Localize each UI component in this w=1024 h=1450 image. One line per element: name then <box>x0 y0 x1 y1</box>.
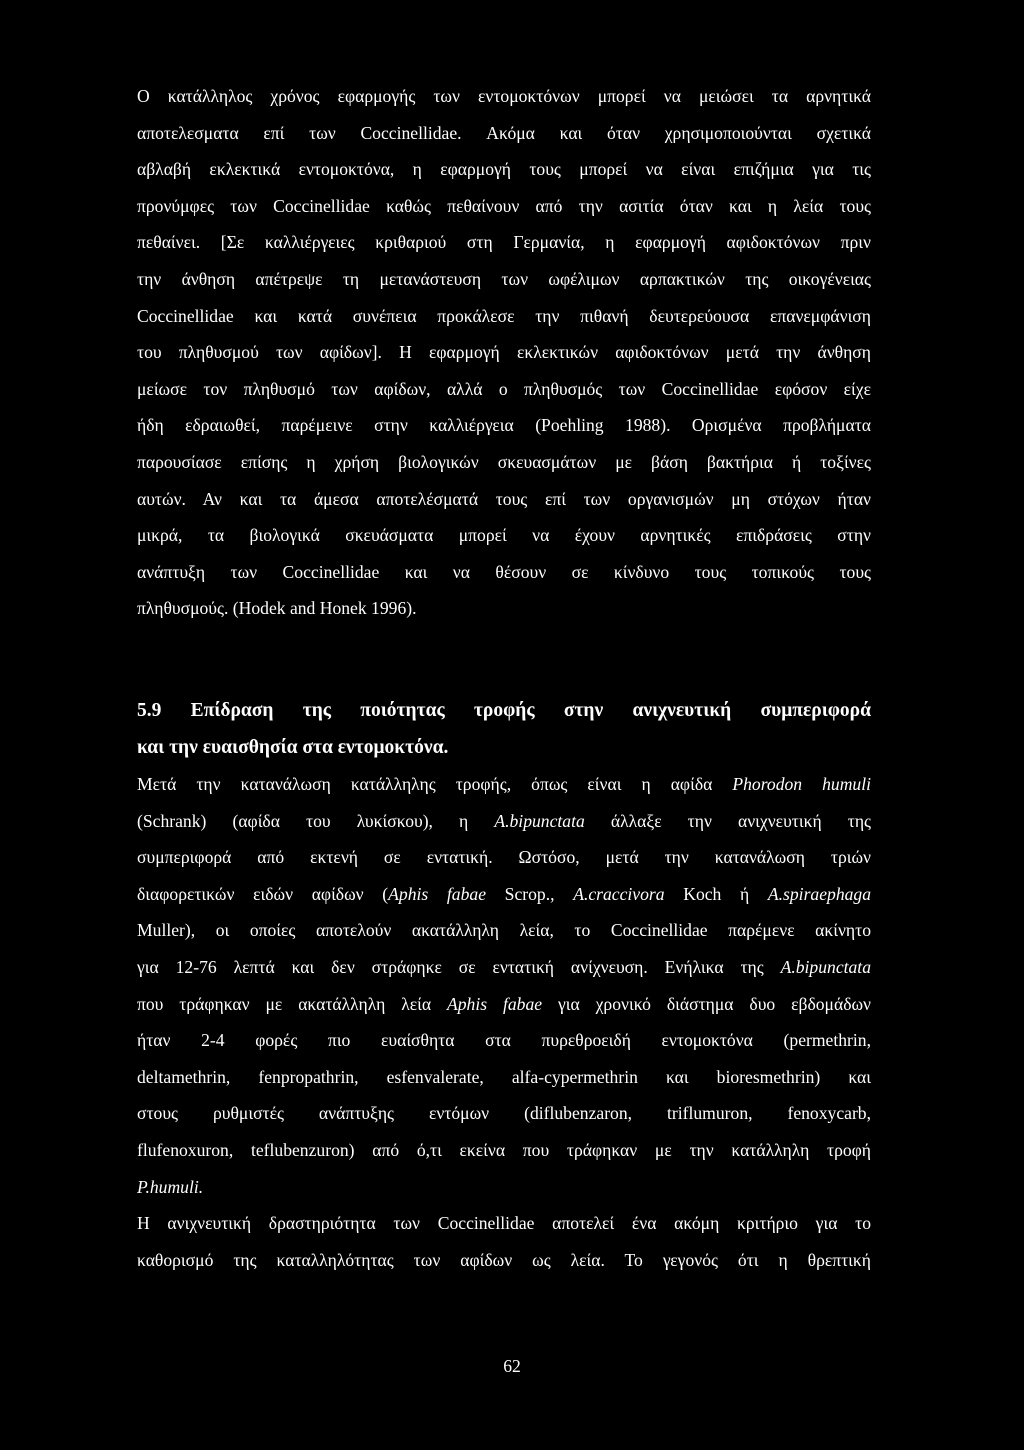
text-line: συμπεριφορά από εκτενή σε εντατική. Ωστόσο, μετά την κατανάλωση τριών <box>137 847 871 868</box>
paragraph-2 <box>137 766 871 1205</box>
text-run: (Schrank) (αφίδα του λυκίσκου), η <box>137 810 495 831</box>
text-line: ήδη εδραιωθεί, παρέμεινε στην καλλιέργεια (Poehling 1988). Ορισμένα προβλήματα <box>137 415 871 436</box>
species-name: A.bipunctata <box>780 957 871 978</box>
text-line: αβλαβή εκλεκτικά εντομοκτόνα, η εφαρμογή τους μπορεί να είναι επιζήμια για τις <box>137 159 871 180</box>
species-name: Phorodon humuli <box>732 774 871 795</box>
text-line: Η ανιχνευτική δραστηριότητα των Coccinellidae αποτελεί ένα ακόμη κριτήριο για το <box>137 1213 871 1234</box>
text-line: flufenoxuron, teflubenzuron) από ό,τι εκείνα που τράφηκαν με την κατάλληλη τροφή <box>137 1140 871 1161</box>
species-name: Aphis fabae <box>388 883 487 904</box>
page-number: 62 <box>503 1356 521 1376</box>
text-line <box>137 949 871 986</box>
section-gap <box>137 627 871 693</box>
text-line: μικρά, τα βιολογικά σκευάσματα μπορεί να έχουν αρνητικές επιδράσεις στην <box>137 525 871 546</box>
text-line: καθορισμό της καταλληλότητας των αφίδων ως λεία. Το γεγονός ότι η θρεπτική <box>137 1249 871 1270</box>
heading-line: 5.9 Επίδραση της ποιότητας τροφής στην ανιχνευτική συμπεριφορά <box>137 699 871 721</box>
text-line: πεθαίνει. [Σε καλλιέργειες κριθαριού στη Γερμανία, η εφαρμογή αφιδοκτόνων πριν <box>137 232 871 253</box>
species-name: Aphis fabae <box>447 993 543 1014</box>
text-line: πληθυσμούς. (Hodek and Honek 1996). <box>137 598 417 619</box>
text-line: μείωσε τον πληθυσμό των αφίδων, αλλά ο πληθυσμός των Coccinellidae εφόσον είχε <box>137 378 871 399</box>
paragraph-1 <box>137 78 871 627</box>
text-line: ήταν 2-4 φορές πιο ευαίσθητα στα πυρεθροειδή εντομοκτόνα (permethrin, <box>137 1030 871 1051</box>
text-line: deltamethrin, fenpropathrin, esfenvalerate, alfa-cypermethrin και bioresmethrin) και <box>137 1066 871 1087</box>
text-run: άλλαξε την ανιχνευτική της <box>584 810 871 831</box>
text-line: του πληθυσμού των αφίδων]. Η εφαρμογή εκλεκτικών αφιδοκτόνων μετά την άνθηση <box>137 342 871 363</box>
text-line: αυτών. Αν και τα άμεσα αποτελέσματά τους επί των οργανισμών μη στόχων ήταν <box>137 488 871 509</box>
text-line <box>137 876 871 913</box>
heading-line: και την ευαισθησία στα εντομοκτόνα. <box>137 736 449 758</box>
text-line <box>137 803 871 840</box>
text-line <box>137 1169 871 1206</box>
text-line: ανάπτυξη των Coccinellidae και να θέσουν σε κίνδυνο τους τοπικούς τους <box>137 561 871 582</box>
species-name: A.craccivora <box>573 883 665 904</box>
text-run: Μετά την κατανάλωση κατάλληλης τροφής, όπως είναι η αφίδα <box>137 774 733 795</box>
text-run: Scrop., <box>486 883 574 904</box>
text-run: που τράφηκαν με ακατάλληλη λεία <box>137 993 448 1014</box>
text-line: την άνθηση απέτρεψε τη μετανάστευση των ωφέλιμων αρπακτικών της οικογένειας <box>137 268 871 289</box>
text-line: στους ρυθμιστές ανάπτυξης εντόμων (diflubenzaron, triflumuron, fenoxycarb, <box>137 1103 871 1124</box>
document-page <box>137 78 871 1278</box>
text-run: για χρονικό διάστημα δυο εβδομάδων <box>542 993 872 1014</box>
text-line: Coccinellidae και κατά συνέπεια προκάλεσε την πιθανή δευτερεύουσα επανεμφάνιση <box>137 305 871 326</box>
paragraph-3 <box>137 1205 871 1278</box>
species-name: A.spiraephaga <box>767 883 872 904</box>
text-line: προνύμφες των Coccinellidae καθώς πεθαίνουν από την ασιτία όταν και η λεία τους <box>137 195 871 216</box>
text-line <box>137 986 871 1023</box>
text-line: παρουσίασε επίσης η χρήση βιολογικών σκευασμάτων με βάση βακτήρια ή τοξίνες <box>137 451 871 472</box>
species-name: P.humuli. <box>137 1176 204 1197</box>
text-run: για 12-76 λεπτά και δεν στράφηκε σε εντατική ανίχνευση. Ενήλικα της <box>137 957 781 978</box>
text-run: διαφορετικών ειδών αφίδων ( <box>137 883 389 904</box>
species-name: A.bipunctata <box>494 810 585 831</box>
text-line: Muller), οι οποίες αποτελούν ακατάλληλη λεία, το Coccinellidae παρέμενε ακίνητο <box>137 920 871 941</box>
text-line: Ο κατάλληλος χρόνος εφαρμογής των εντομοκτόνων μπορεί να μειώσει τα αρνητικά <box>137 86 871 106</box>
section-heading <box>137 693 871 766</box>
text-run: Koch ή <box>664 883 768 904</box>
text-line <box>137 766 871 803</box>
text-line: αποτελεσματα επί των Coccinellidae. Ακόμα και όταν χρησιμοποιούνται σχετικά <box>137 122 871 143</box>
